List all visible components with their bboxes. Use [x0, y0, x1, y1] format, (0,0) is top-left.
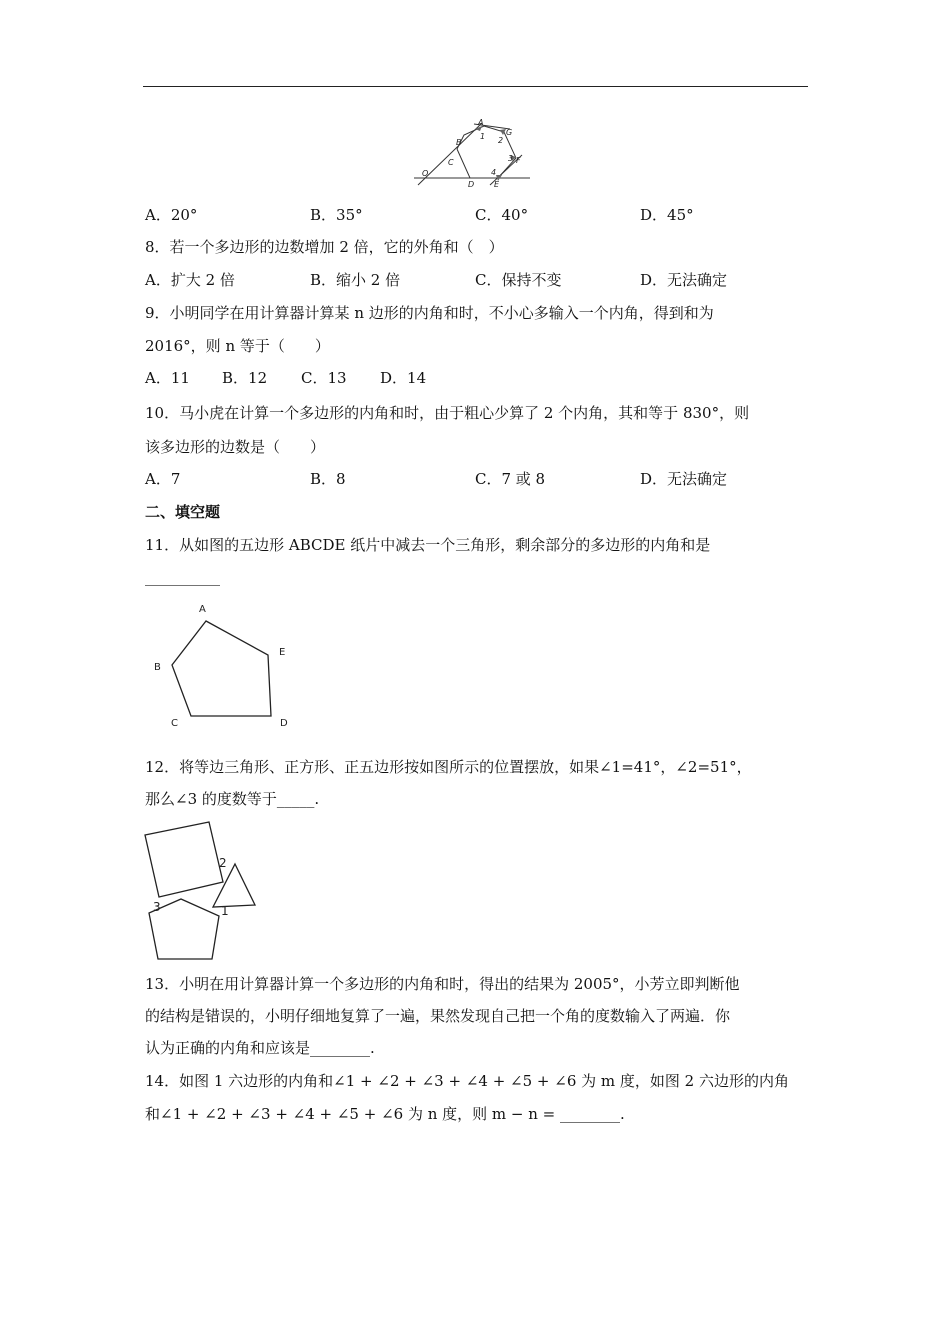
- triangle-shape: [213, 864, 255, 907]
- q7-option-a: A．20°: [145, 206, 198, 224]
- q7-label-F: F: [516, 156, 521, 165]
- q10-option-b: B．8: [310, 470, 346, 488]
- q7-option-c: C．40°: [475, 206, 529, 224]
- q11-pentagon-figure: [148, 598, 298, 730]
- q13-line1: 13．小明在用计算器计算一个多边形的内角和时，得出的结果为 2005°，小芳立即判断他: [145, 975, 740, 993]
- q7-label-3: 3: [508, 154, 514, 163]
- square-shape: [145, 822, 223, 897]
- q7-label-O: O: [422, 169, 429, 178]
- q7-label-G: G: [506, 128, 513, 137]
- q8-option-c: C．保持不变: [475, 271, 562, 289]
- q12-shapes-figure: [141, 817, 261, 962]
- q7-label-D: D: [468, 180, 475, 189]
- q7-option-d: D．45°: [640, 206, 694, 224]
- q7-label-1: 1: [480, 132, 486, 141]
- q12-stem-line1: 12．将等边三角形、正方形、正五边形按如图所示的位置摆放，如果∠1=41°，∠2=51°，: [145, 758, 752, 776]
- q11-label-A: A: [199, 604, 206, 615]
- q9-option-d: D．14: [380, 369, 427, 387]
- q7-label-B: B: [456, 138, 462, 147]
- q8-option-d: D．无法确定: [640, 271, 728, 289]
- q7-label-4: 4: [491, 168, 497, 177]
- q12-label-1: 1: [221, 904, 229, 918]
- q8-option-b: B．缩小 2 倍: [310, 271, 401, 289]
- q9-option-a: A．11: [145, 369, 190, 387]
- q9-stem-line2: 2016°，则 n 等于（ ）: [145, 337, 330, 355]
- q7-label-2: 2: [498, 136, 504, 145]
- section-title: 二、填空题: [145, 503, 221, 521]
- q7-option-b: B．35°: [310, 206, 363, 224]
- q8-stem: 8．若一个多边形的边数增加 2 倍，它的外角和（ ）: [145, 238, 504, 256]
- q9-option-b: B．12: [222, 369, 268, 387]
- q10-stem-line1: 10．马小虎在计算一个多边形的内角和时，由于粗心少算了 2 个内角，其和等于 830°，则: [145, 404, 750, 422]
- q11-label-D: D: [280, 718, 288, 729]
- q11-stem: 11．从如图的五边形 ABCDE 纸片中减去一个三角形，剩余部分的多边形的内角和是: [145, 536, 711, 554]
- q7-label-E: E: [494, 180, 500, 189]
- q12-label-3: 3: [153, 900, 161, 914]
- q10-option-d: D．无法确定: [640, 470, 728, 488]
- q11-label-E: E: [279, 647, 286, 658]
- q10-option-c: C．7 或 8: [475, 470, 546, 488]
- q13-line3: 认为正确的内角和应该是________.: [145, 1039, 375, 1057]
- q7-label-C: C: [448, 158, 454, 167]
- q10-stem-line2: 该多边形的边数是（ ）: [145, 438, 326, 456]
- q12-stem-line2: 那么∠3 的度数等于_____.: [145, 790, 320, 808]
- q10-option-a: A．7: [145, 470, 181, 488]
- q8-option-a: A．扩大 2 倍: [145, 271, 235, 289]
- q9-option-c: C．13: [301, 369, 347, 387]
- q11-label-B: B: [154, 662, 161, 673]
- q11-blank: __________: [145, 568, 220, 586]
- q9-stem-line1: 9．小明同学在用计算器计算某 n 边形的内角和时，不小心多输入一个内角，得到和为: [145, 304, 714, 322]
- q12-label-2: 2: [219, 856, 227, 870]
- q11-label-C: C: [171, 718, 178, 729]
- header-rule: [143, 86, 808, 87]
- q14-line2: 和∠1 + ∠2 + ∠3 + ∠4 + ∠5 + ∠6 为 n 度，则 m − n = ________.: [145, 1105, 625, 1123]
- q13-line2: 的结构是错误的，小明仔细地复算了一遍，果然发现自己把一个角的度数输入了两遍．你: [145, 1007, 731, 1025]
- q14-line1: 14．如图 1 六边形的内角和∠1 + ∠2 + ∠3 + ∠4 + ∠5 + ∠6 为 m 度，如图 2 六边形的内角: [145, 1072, 789, 1090]
- q7-label-A: A: [478, 118, 484, 127]
- q7-figure: [412, 115, 532, 189]
